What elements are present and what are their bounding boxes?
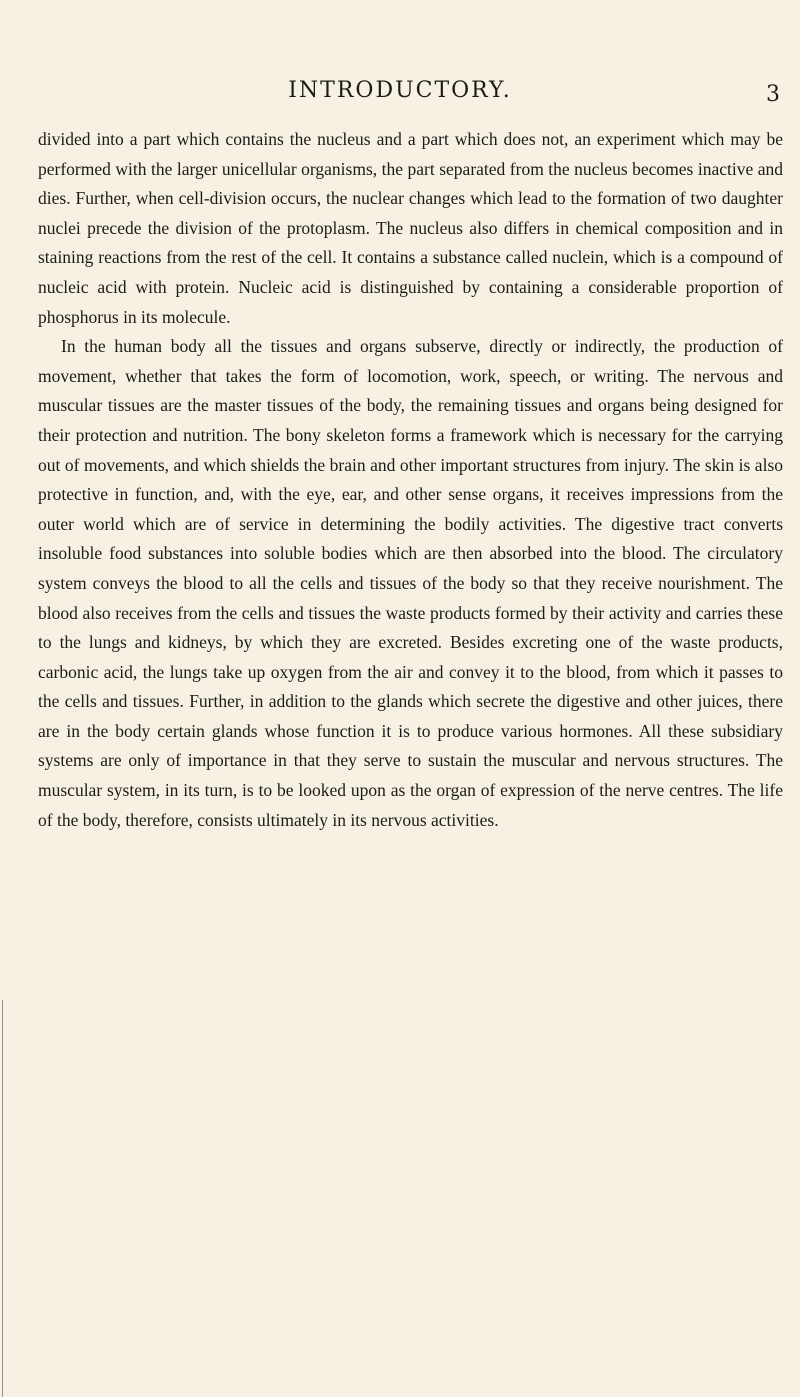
page-edge-line <box>2 1000 3 1397</box>
paragraph-continued: divided into a part which contains the nucleus and a part which does not, an experiment which may be performed with the larger unicellular organisms, the part separated from the nucleus becomes inactive and dies. Further, when cell-division occurs, the nuclear changes which lead to the formation of two daughter nuclei precede the division of the protoplasm. The nucleus also differs in chemical composition and in staining reactions from the rest of the cell. It contains a substance called nuclein, which is a compound of nucleic acid with protein. Nucleic acid is distinguished by containing a considerable proportion of phosphorus in its molecule. <box>38 129 783 327</box>
body-text <box>38 125 783 835</box>
page-number: 3 <box>766 82 780 107</box>
running-head: INTRODUCTORY. <box>288 78 512 103</box>
paragraph: In the human body all the tissues and organs subserve, directly or indirectly, the production of movement, whether that takes the form of locomotion, work, speech, or writing. The nervous and muscular tissues are the master tissues of the body, the remaining tissues and organs being designed for their protection and nutrition. The bony skeleton forms a framework which is necessary for the carrying out of movements, and which shields the brain and other important structures from injury. The skin is also protective in function, and, with the eye, ear, and other sense organs, it receives impressions from the outer world which are of service in determining the bodily activities. The digestive tract converts insoluble food substances into soluble bodies which are then absorbed into the blood. The circulatory system conveys the blood to all the cells and tissues of the body so that they receive nourishment. The blood also receives from the cells and tissues the waste products formed by their activity and carries these to the lungs and kidneys, by which they are excreted. Besides excreting one of the waste products, carbonic acid, the lungs take up oxygen from the air and convey it to the blood, from which it passes to the cells and tissues. Further, in addition to the glands which secrete the digestive and other juices, there are in the body certain glands whose function it is to produce various hormones. All these subsidiary systems are only of importance in that they serve to sustain the muscular and nervous structures. The muscular system, in its turn, is to be looked upon as the organ of expression of the nerve centres. The life of the body, therefore, consists ultimately in its nervous activities. <box>38 336 783 830</box>
